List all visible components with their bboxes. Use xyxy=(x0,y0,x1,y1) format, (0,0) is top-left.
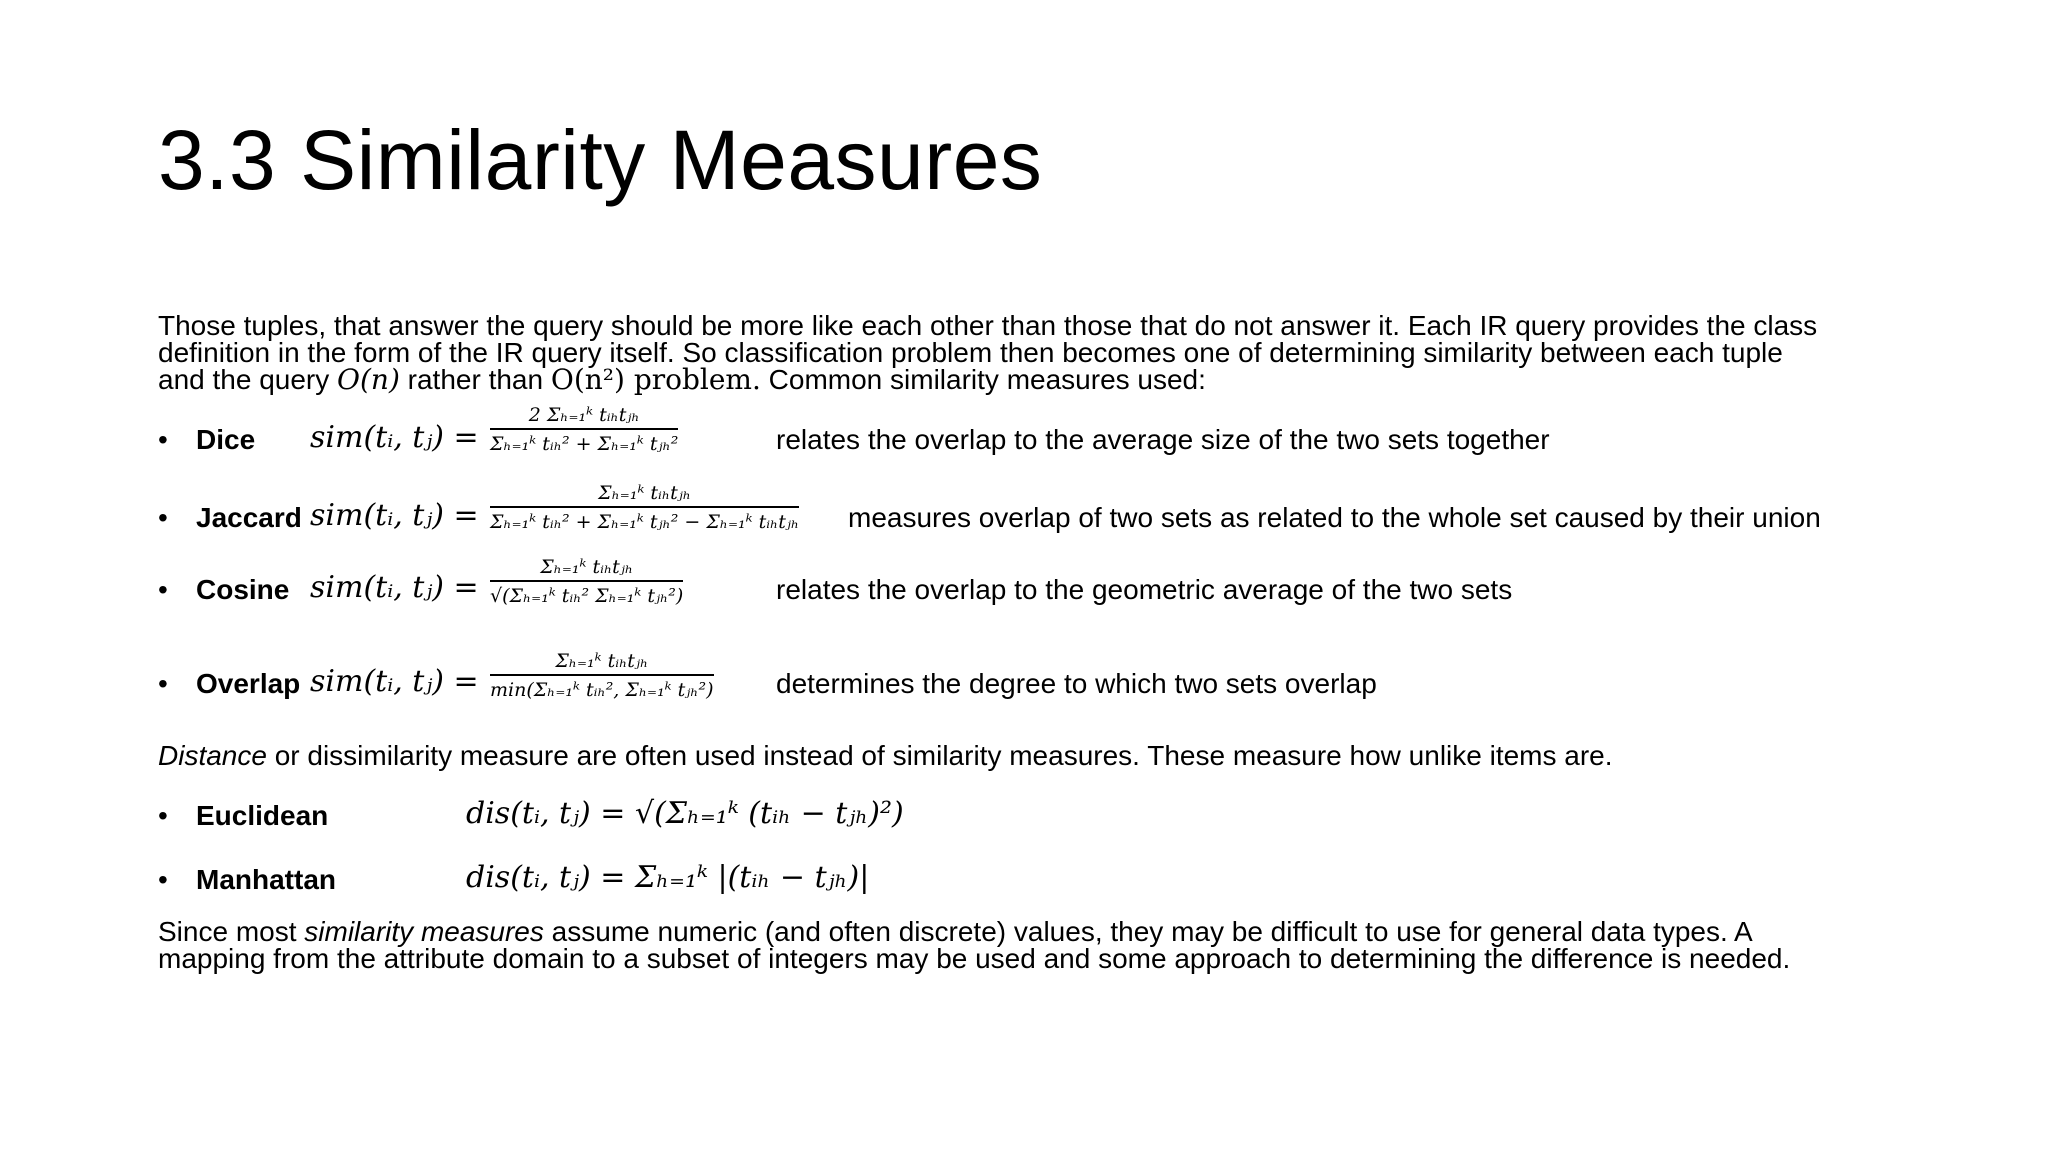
intro-line-2: definition in the form of the IR query itself. So classification problem then becomes one of determining similarity between each tuple xyxy=(158,337,1783,368)
measure-name: Cosine xyxy=(196,574,290,605)
measure-description: determines the degree to which two sets overlap xyxy=(776,668,1377,699)
formula-fraction xyxy=(490,404,678,456)
distance-italic: Distance xyxy=(158,740,267,771)
measure-name: Jaccard xyxy=(196,502,302,533)
formula-denominator: √(Σₕ₌₁ᵏ tᵢₕ² Σₕ₌₁ᵏ tⱼₕ²) xyxy=(490,580,683,608)
distance-formula: dis(tᵢ, tⱼ) = √(Σₕ₌₁ᵏ (tᵢₕ − tⱼₕ)²) xyxy=(466,796,904,831)
slide-title: 3.3 Similarity Measures xyxy=(158,113,1043,207)
intro-line-3a: and the query xyxy=(158,364,330,395)
formula-fraction xyxy=(490,556,683,608)
formula-fraction xyxy=(490,650,714,702)
bullet: • xyxy=(158,668,168,699)
formula-denominator: Σₕ₌₁ᵏ tᵢₕ² + Σₕ₌₁ᵏ tⱼₕ² − Σₕ₌₁ᵏ tᵢₕtⱼₕ xyxy=(490,506,799,534)
intro-line-3b: rather than xyxy=(407,364,544,395)
formula-numerator: Σₕ₌₁ᵏ tᵢₕtⱼₕ xyxy=(598,482,691,504)
closing-italic: similarity measures xyxy=(304,916,544,947)
formula-lhs: sim(tᵢ, tⱼ) = xyxy=(310,570,479,605)
measure-name: Euclidean xyxy=(196,800,329,831)
formula-fraction xyxy=(490,482,799,534)
bullet: • xyxy=(158,502,168,533)
distance-rest: or dissimilarity measure are often used instead of similarity measures. These measure how unlike items are. xyxy=(266,740,1613,771)
formula-numerator: Σₕ₌₁ᵏ tᵢₕtⱼₕ xyxy=(555,650,649,672)
closing-line-1 xyxy=(158,918,1790,945)
intro-line-3c: Common similarity measures used: xyxy=(768,364,1206,395)
closing-a: Since most xyxy=(158,916,305,947)
formula-denominator: Σₕ₌₁ᵏ tᵢₕ² + Σₕ₌₁ᵏ tⱼₕ² xyxy=(490,428,678,456)
distance-formula: dis(tᵢ, tⱼ) = Σₕ₌₁ᵏ |(tᵢₕ − tⱼₕ)| xyxy=(466,860,870,895)
closing-line-2: mapping from the attribute domain to a subset of integers may be used and some approach to determining the difference is needed. xyxy=(158,943,1791,974)
measure-name: Dice xyxy=(196,424,256,455)
measure-description: relates the overlap to the average size of the two sets together xyxy=(776,424,1550,455)
closing-b: assume numeric (and often discrete) values, they may be difficult to use for general data types. A xyxy=(543,916,1753,947)
closing-paragraph xyxy=(158,918,1790,972)
measure-description: relates the overlap to the geometric average of the two sets xyxy=(776,574,1513,605)
intro-line-3 xyxy=(158,363,1928,396)
measure-description: measures overlap of two sets as related to the whole set caused by their union xyxy=(848,502,1821,533)
bullet: • xyxy=(158,800,168,831)
big-o-n-squared: O(n²) problem. xyxy=(550,363,761,396)
intro-line-1: Those tuples, that answer the query should be more like each other than those that do not answer it. Each IR query provides the class xyxy=(158,310,1818,341)
measure-name: Overlap xyxy=(196,668,301,699)
bullet: • xyxy=(158,574,168,605)
bullet: • xyxy=(158,864,168,895)
measure-name: Manhattan xyxy=(196,864,336,895)
formula-lhs: sim(tᵢ, tⱼ) = xyxy=(310,664,479,699)
formula-numerator: Σₕ₌₁ᵏ tᵢₕtⱼₕ xyxy=(540,556,634,578)
formula-numerator: 2 Σₕ₌₁ᵏ tᵢₕtⱼₕ xyxy=(528,404,640,426)
formula-denominator: min(Σₕ₌₁ᵏ tᵢₕ², Σₕ₌₁ᵏ tⱼₕ²) xyxy=(490,674,714,702)
formula-lhs: sim(tᵢ, tⱼ) = xyxy=(310,498,479,533)
big-o-n: O(n) xyxy=(337,363,400,396)
formula-lhs: sim(tᵢ, tⱼ) = xyxy=(310,420,479,455)
bullet: • xyxy=(158,424,168,455)
intro-paragraph xyxy=(158,310,1928,396)
distance-paragraph xyxy=(158,740,1613,772)
